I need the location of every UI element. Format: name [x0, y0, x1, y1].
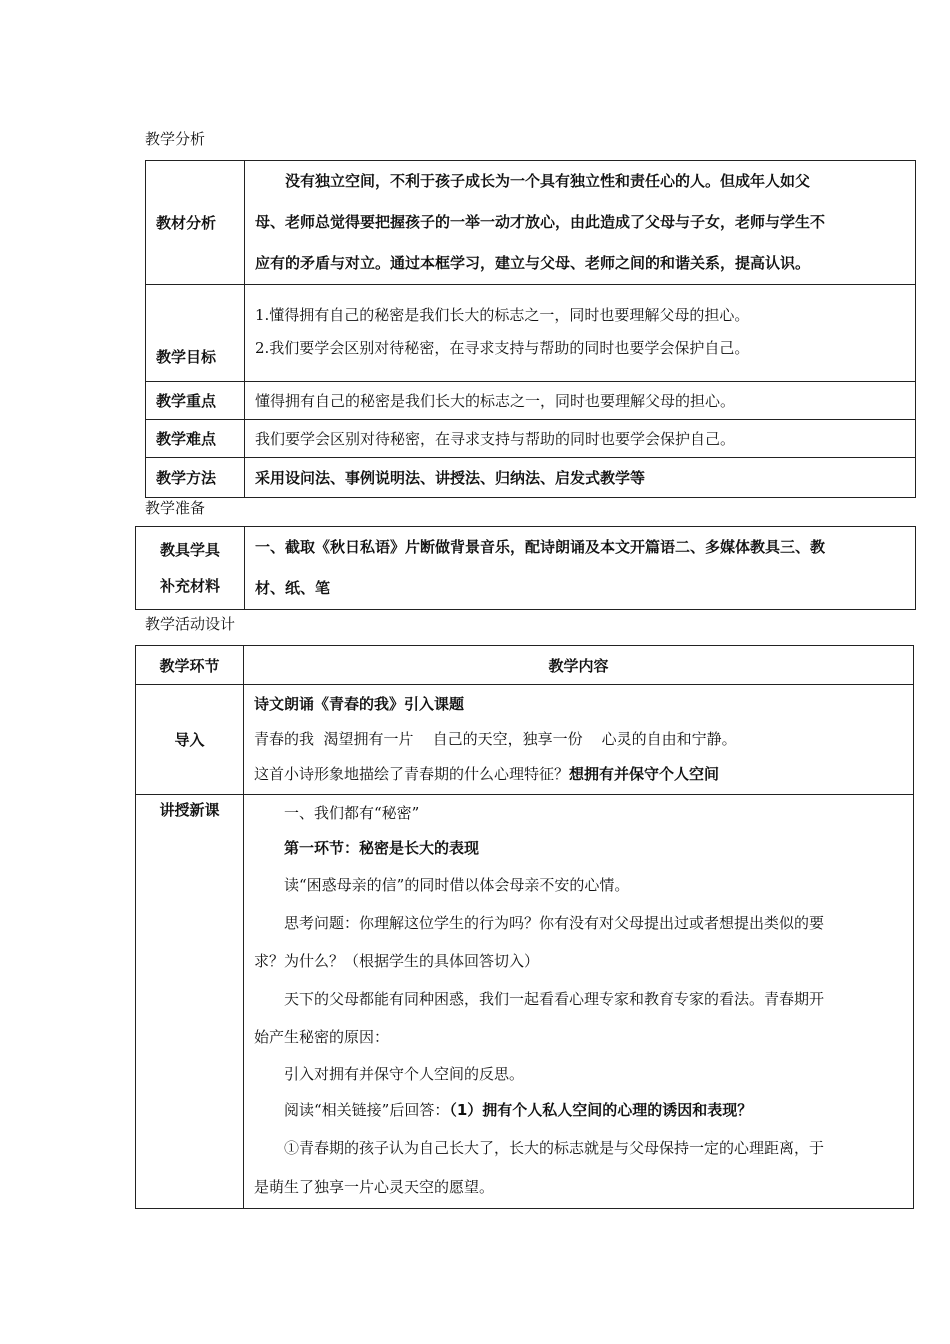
intro-answer: 想拥有并保守个人空间	[569, 765, 720, 783]
goal-item: 2.我们要学会区别对待秘密，在寻求支持与帮助的同时也要学会保护自己。	[255, 339, 750, 357]
intro-question: 这首小诗形象地描绘了青春期的什么心理特征？	[254, 765, 570, 783]
material-label: 教材分析	[146, 161, 245, 285]
new-l4b: 求？为什么？（根据学生的具体回答切入）	[254, 952, 540, 970]
prep-text-line: 一、截取《秋日私语》片断做背景音乐，配诗朗诵及本文开篇语二、多媒体教具三、教	[255, 538, 826, 556]
intro-question-line	[254, 757, 903, 792]
new-l3: 读“困惑母亲的信”的同时借以体会母亲不安的心情。	[284, 876, 630, 894]
key-text: 懂得拥有自己的秘密是我们长大的标志之一，同时也要理解父母的担心。	[245, 382, 916, 420]
intro-content	[244, 685, 914, 795]
activity-table	[135, 645, 914, 1209]
new-lesson-content	[244, 795, 914, 1209]
section-title-prep: 教学准备	[145, 499, 206, 517]
goal-item: 1.懂得拥有自己的秘密是我们长大的标志之一，同时也要理解父母的担心。	[255, 306, 750, 324]
new-l8a: ①青春期的孩子认为自己长大了，长大的标志就是与父母保持一定的心理距离，于	[284, 1139, 825, 1157]
new-l7b: （1）拥有个人私人空间的心理的诱因和表现？	[449, 1101, 753, 1119]
prep-text	[245, 527, 916, 610]
new-lesson-label: 讲授新课	[136, 795, 244, 1209]
prep-label-line: 教具学具	[159, 541, 220, 559]
section-title-analysis: 教学分析	[145, 130, 206, 148]
new-l6: 引入对拥有并保守个人空间的反思。	[284, 1065, 525, 1083]
analysis-table	[145, 160, 916, 498]
prep-text-line: 材、纸、笔	[255, 579, 331, 597]
prep-table	[135, 526, 916, 610]
difficult-label: 教学难点	[146, 420, 245, 458]
new-l5b: 始产生秘密的原因：	[254, 1028, 390, 1046]
material-text-line: 母、老师总觉得要把握孩子的一举一动才放心，由此造成了父母与子女，老师与学生不	[255, 213, 826, 231]
goal-label: 教学目标	[146, 285, 245, 382]
prep-label-line: 补充材料	[159, 577, 220, 595]
new-l7	[254, 1092, 903, 1129]
method-text: 采用设问法、事例说明法、讲授法、归纳法、启发式教学等	[245, 458, 916, 498]
method-label: 教学方法	[146, 458, 245, 498]
section-title-activity: 教学活动设计	[145, 615, 236, 633]
intro-label: 导入	[136, 685, 244, 795]
new-l8b: 是萌生了独享一片心灵天空的愿望。	[254, 1178, 495, 1196]
prep-label	[136, 527, 245, 610]
material-text-line: 没有独立空间，不利于孩子成长为一个具有独立性和责任心的人。但成年人如父	[285, 172, 811, 190]
intro-title: 诗文朗诵《青春的我》引入课题	[254, 695, 465, 713]
material-text-line: 应有的矛盾与对立。通过本框学习，建立与父母、老师之间的和谐关系，提高认识。	[255, 254, 811, 272]
new-l1: 一、我们都有“秘密”	[284, 804, 420, 822]
key-label: 教学重点	[146, 382, 245, 420]
goal-text	[245, 285, 916, 382]
difficult-text: 我们要学会区别对待秘密，在寻求支持与帮助的同时也要学会保护自己。	[245, 420, 916, 458]
new-l7a: 阅读“相关链接”后回答：	[284, 1101, 450, 1119]
intro-line: 青春的我 渴望拥有一片 自己的天空，独享一份 心灵的自由和宁静。	[254, 730, 737, 748]
new-l2: 第一环节：秘密是长大的表现	[284, 839, 480, 857]
header-content: 教学内容	[244, 646, 914, 685]
material-text	[245, 161, 916, 285]
new-l4a: 思考问题：你理解这位学生的行为吗？你有没有对父母提出过或者想提出类似的要	[284, 914, 825, 932]
header-stage: 教学环节	[136, 646, 244, 685]
new-l5a: 天下的父母都能有同种困惑，我们一起看看心理专家和教育专家的看法。青春期开	[284, 990, 825, 1008]
